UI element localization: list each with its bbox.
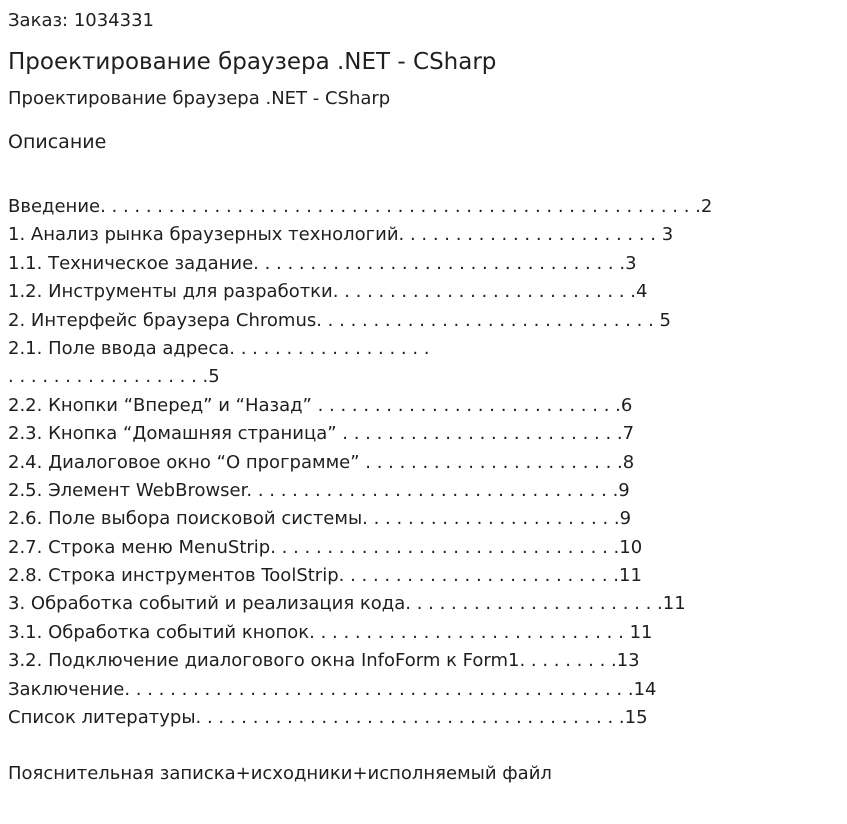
toc-entry: 2.2. Кнопки “Вперед” и “Назад” . . . . . . . . . . . . . . . . . . . . . . . . . . .6 (8, 394, 633, 416)
order-number: Заказ: 1034331 (8, 10, 154, 31)
toc-entry: . . . . . . . . . . . . . . . . . .5 (8, 366, 220, 388)
toc-entry: 1.1. Техническое задание. . . . . . . . . . . . . . . . . . . . . . . . . . . . . . . . .3 (8, 252, 637, 274)
toc-entry: 3. Обработка событий и реализация кода. . . . . . . . . . . . . . . . . . . . . . .11 (8, 593, 686, 615)
toc-entry: Введение. . . . . . . . . . . . . . . . . . . . . . . . . . . . . . . . . . . . . . . . . . . . . . . . . . . . .2 (8, 196, 713, 217)
toc-entry: 1. Анализ рынка браузерных технологий. . . . . . . . . . . . . . . . . . . . . . . 3 (8, 224, 674, 246)
table-of-contents (8, 193, 712, 732)
toc-entry: 1.2. Инструменты для разработки. . . . . . . . . . . . . . . . . . . . . . . . . . .4 (8, 281, 648, 303)
toc-entry: 2.8. Строка инструментов ToolStrip. . . . . . . . . . . . . . . . . . . . . . . . .11 (8, 565, 642, 587)
toc-entry: 3.1. Обработка событий кнопок. . . . . . . . . . . . . . . . . . . . . . . . . . . . 11 (8, 621, 653, 643)
toc-entry: 2.1. Поле ввода адреса. . . . . . . . . . . . . . . . . . (8, 337, 430, 359)
toc-entry: Список литературы. . . . . . . . . . . . . . . . . . . . . . . . . . . . . . . . . . . . . .15 (8, 707, 648, 729)
toc-entry: 3.2. Подключение диалогового окна InfoForm к Form1. . . . . . . . .13 (8, 650, 640, 672)
toc-entry: 2.3. Кнопка “Домашняя страница” . . . . . . . . . . . . . . . . . . . . . . . . .7 (8, 423, 635, 445)
toc-entry: 2.5. Элемент WebBrowser. . . . . . . . . . . . . . . . . . . . . . . . . . . . . . . . .9 (8, 479, 630, 501)
toc-entry: 2. Интерфейс браузера Chromus. . . . . . . . . . . . . . . . . . . . . . . . . . . . . . 5 (8, 309, 671, 331)
toc-entry: 2.7. Строка меню MenuStrip. . . . . . . . . . . . . . . . . . . . . . . . . . . . . . .10 (8, 536, 643, 558)
description-heading: Описание (8, 131, 107, 153)
toc-entry: 2.4. Диалоговое окно “О программе” . . . . . . . . . . . . . . . . . . . . . . .8 (8, 451, 635, 473)
toc-entry: Заключение. . . . . . . . . . . . . . . . . . . . . . . . . . . . . . . . . . . . . . . . . . . . .14 (8, 678, 657, 700)
page-title: Проектирование браузера .NET - CSharp (8, 49, 497, 75)
toc-entry: 2.6. Поле выбора поисковой системы. . . . . . . . . . . . . . . . . . . . . . .9 (8, 508, 632, 530)
page-subtitle: Проектирование браузера .NET - CSharp (8, 88, 391, 109)
deliverables-note: Пояснительная записка+исходники+исполняемый файл (8, 763, 552, 784)
